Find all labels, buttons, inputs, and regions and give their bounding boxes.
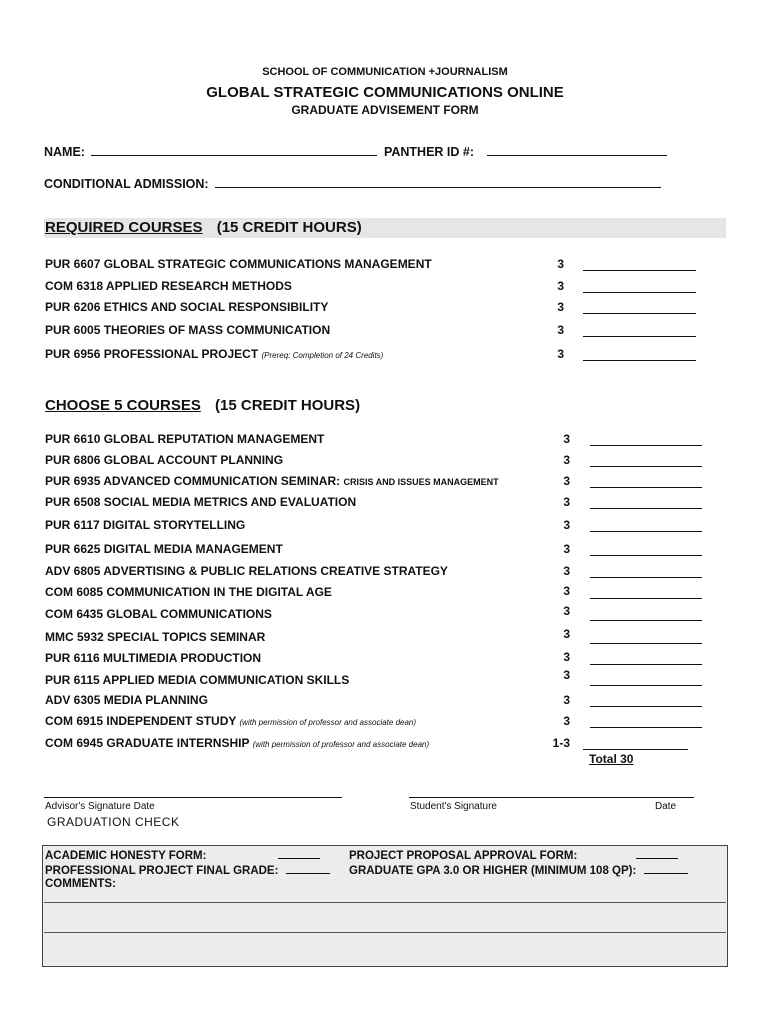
graduation-check-heading: GRADUATION CHECK — [47, 815, 180, 829]
course-name: COM 6435 GLOBAL COMMUNICATIONS — [45, 607, 272, 621]
required-course-blank[interactable] — [583, 313, 696, 314]
elective-course-row — [45, 564, 448, 578]
course-credits: 3 — [557, 300, 564, 314]
course-name: PUR 6806 GLOBAL ACCOUNT PLANNING — [45, 453, 284, 467]
name-label: NAME: — [44, 145, 85, 159]
elective-course-blank[interactable] — [583, 749, 688, 750]
proposal-form-blank[interactable] — [636, 848, 678, 859]
elective-course-row — [45, 714, 416, 728]
course-credits: 3 — [563, 714, 570, 728]
proposal-form-label: PROJECT PROPOSAL APPROVAL FORM: — [349, 850, 578, 862]
gpa-blank[interactable] — [644, 863, 688, 874]
course-name: MMC 5932 SPECIAL TOPICS SEMINAR — [45, 630, 266, 644]
elective-course-blank[interactable] — [590, 508, 702, 509]
elective-course-blank[interactable] — [590, 555, 702, 556]
elective-course-row — [45, 651, 261, 665]
elective-course-blank[interactable] — [590, 727, 702, 728]
course-note: CRISIS AND ISSUES MANAGEMENT — [343, 477, 499, 487]
required-section-heading — [45, 219, 362, 236]
course-credits: 3 — [563, 584, 570, 598]
elective-heading-text: CHOOSE 5 COURSES — [45, 397, 201, 414]
project-grade-blank[interactable] — [286, 863, 330, 874]
course-credits: 3 — [557, 257, 564, 271]
course-name: COM 6945 GRADUATE INTERNSHIP — [45, 736, 250, 750]
gpa-label: GRADUATE GPA 3.0 OR HIGHER (MINIMUM 108 QP): — [349, 865, 637, 877]
course-credits: 3 — [563, 453, 570, 467]
student-date-label: Date — [655, 801, 677, 812]
graduation-check-box — [42, 845, 728, 967]
course-name: PUR 6607 GLOBAL STRATEGIC COMMUNICATIONS MANAGEMENT — [45, 257, 432, 271]
gpa-row — [349, 863, 688, 877]
name-input-line[interactable] — [91, 144, 377, 156]
course-name: PUR 6117 DIGITAL STORYTELLING — [45, 518, 246, 532]
academic-honesty-row — [45, 848, 320, 862]
course-credits: 3 — [563, 627, 570, 641]
elective-course-blank[interactable] — [590, 466, 702, 467]
required-hours: (15 CREDIT HOURS) — [216, 219, 362, 236]
elective-course-row — [45, 736, 429, 750]
course-name: COM 6915 INDEPENDENT STUDY — [45, 714, 237, 728]
comments-line[interactable] — [44, 932, 726, 933]
required-course-blank[interactable] — [583, 336, 696, 337]
elective-course-row — [45, 474, 499, 488]
project-grade-row — [45, 863, 330, 877]
course-name: PUR 6116 MULTIMEDIA PRODUCTION — [45, 651, 262, 665]
elective-course-blank[interactable] — [590, 531, 702, 532]
elective-course-blank[interactable] — [590, 706, 702, 707]
elective-course-row — [45, 607, 272, 621]
course-credits: 3 — [557, 323, 564, 337]
course-note: (with permission of professor and associate dean) — [239, 718, 417, 727]
elective-course-row — [45, 518, 245, 532]
course-credits: 3 — [563, 495, 570, 509]
elective-course-row — [45, 542, 283, 556]
elective-course-row — [45, 630, 265, 644]
course-name: PUR 6935 ADVANCED COMMUNICATION SEMINAR: — [45, 474, 341, 488]
course-credits: 3 — [563, 604, 570, 618]
course-name: PUR 6115 APPLIED MEDIA COMMUNICATION SKILLS — [45, 673, 350, 687]
academic-honesty-label: ACADEMIC HONESTY FORM: — [45, 850, 207, 862]
elective-course-blank[interactable] — [590, 577, 702, 578]
panther-id-label: PANTHER ID #: — [383, 145, 474, 159]
course-credits: 3 — [563, 693, 570, 707]
name-field-row — [44, 144, 667, 159]
course-name: PUR 6508 SOCIAL MEDIA METRICS AND EVALUATION — [45, 495, 357, 509]
conditional-admission-label: CONDITIONAL ADMISSION: — [44, 177, 209, 191]
course-name: COM 6318 APPLIED RESEARCH METHODS — [45, 279, 292, 293]
course-name: ADV 6305 MEDIA PLANNING — [45, 693, 208, 707]
elective-hours: (15 CREDIT HOURS) — [215, 397, 361, 414]
conditional-admission-input-line[interactable] — [215, 176, 661, 188]
elective-course-blank[interactable] — [590, 598, 702, 599]
course-name: PUR 6610 GLOBAL REPUTATION MANAGEMENT — [45, 432, 325, 446]
elective-course-blank[interactable] — [590, 643, 702, 644]
course-credits: 3 — [563, 518, 570, 532]
form-subtitle: GRADUATE ADVISEMENT FORM — [291, 103, 479, 117]
project-grade-label: PROFESSIONAL PROJECT FINAL GRADE: — [45, 865, 279, 877]
required-course-row — [45, 257, 432, 271]
elective-course-blank[interactable] — [590, 620, 702, 621]
elective-course-row — [45, 693, 208, 707]
elective-course-blank[interactable] — [590, 487, 702, 488]
advisor-signature-label: Advisor's Signature Date — [45, 801, 155, 812]
required-course-blank[interactable] — [583, 360, 696, 361]
course-credits: 3 — [563, 650, 570, 664]
elective-course-row — [45, 453, 283, 467]
course-credits: 3 — [563, 542, 570, 556]
required-course-blank[interactable] — [583, 270, 696, 271]
course-name: ADV 6805 ADVERTISING & PUBLIC RELATIONS CREATIVE STRATEGY — [45, 564, 448, 578]
elective-course-blank[interactable] — [590, 664, 702, 665]
academic-honesty-blank[interactable] — [278, 848, 320, 859]
required-course-blank[interactable] — [583, 292, 696, 293]
comments-line[interactable] — [44, 902, 726, 903]
course-credits: 3 — [563, 668, 570, 682]
required-course-row — [45, 300, 328, 314]
elective-course-row — [45, 585, 332, 599]
elective-course-row — [45, 673, 349, 687]
course-credits: 3 — [563, 474, 570, 488]
elective-course-blank[interactable] — [590, 685, 702, 686]
elective-section-heading — [45, 397, 360, 414]
comments-label: COMMENTS: — [45, 878, 116, 890]
school-name: SCHOOL OF COMMUNICATION +JOURNALISM — [262, 66, 508, 78]
elective-course-blank[interactable] — [590, 445, 702, 446]
elective-course-row — [45, 495, 356, 509]
course-credits: 3 — [557, 347, 564, 361]
course-name: PUR 6956 PROFESSIONAL PROJECT — [45, 347, 259, 361]
course-name: PUR 6005 THEORIES OF MASS COMMUNICATION — [45, 323, 331, 337]
course-name: PUR 6206 ETHICS AND SOCIAL RESPONSIBILITY — [45, 300, 329, 314]
student-signature-line[interactable] — [409, 797, 694, 798]
required-course-row — [45, 279, 292, 293]
course-note: (with permission of professor and associate dean) — [252, 740, 430, 749]
required-course-row — [45, 347, 383, 361]
required-heading-text: REQUIRED COURSES — [45, 219, 203, 236]
total-credits: Total 30 — [589, 752, 634, 766]
required-course-row — [45, 323, 330, 337]
course-note: (Prereq: Completion of 24 Credits) — [261, 351, 384, 360]
course-credits: 3 — [557, 279, 564, 293]
panther-id-input-line[interactable] — [487, 144, 667, 156]
elective-course-row — [45, 432, 324, 446]
proposal-form-row — [349, 848, 678, 862]
student-signature-label: Student's Signature — [410, 801, 497, 812]
course-credits: 3 — [563, 432, 570, 446]
conditional-admission-row — [44, 176, 661, 191]
advisor-signature-line[interactable] — [44, 797, 342, 798]
course-credits: 1-3 — [552, 736, 570, 750]
course-name: PUR 6625 DIGITAL MEDIA MANAGEMENT — [45, 542, 283, 556]
course-name: COM 6085 COMMUNICATION IN THE DIGITAL AGE — [45, 585, 332, 599]
course-credits: 3 — [563, 564, 570, 578]
form-title: GLOBAL STRATEGIC COMMUNICATIONS ONLINE — [206, 84, 564, 101]
